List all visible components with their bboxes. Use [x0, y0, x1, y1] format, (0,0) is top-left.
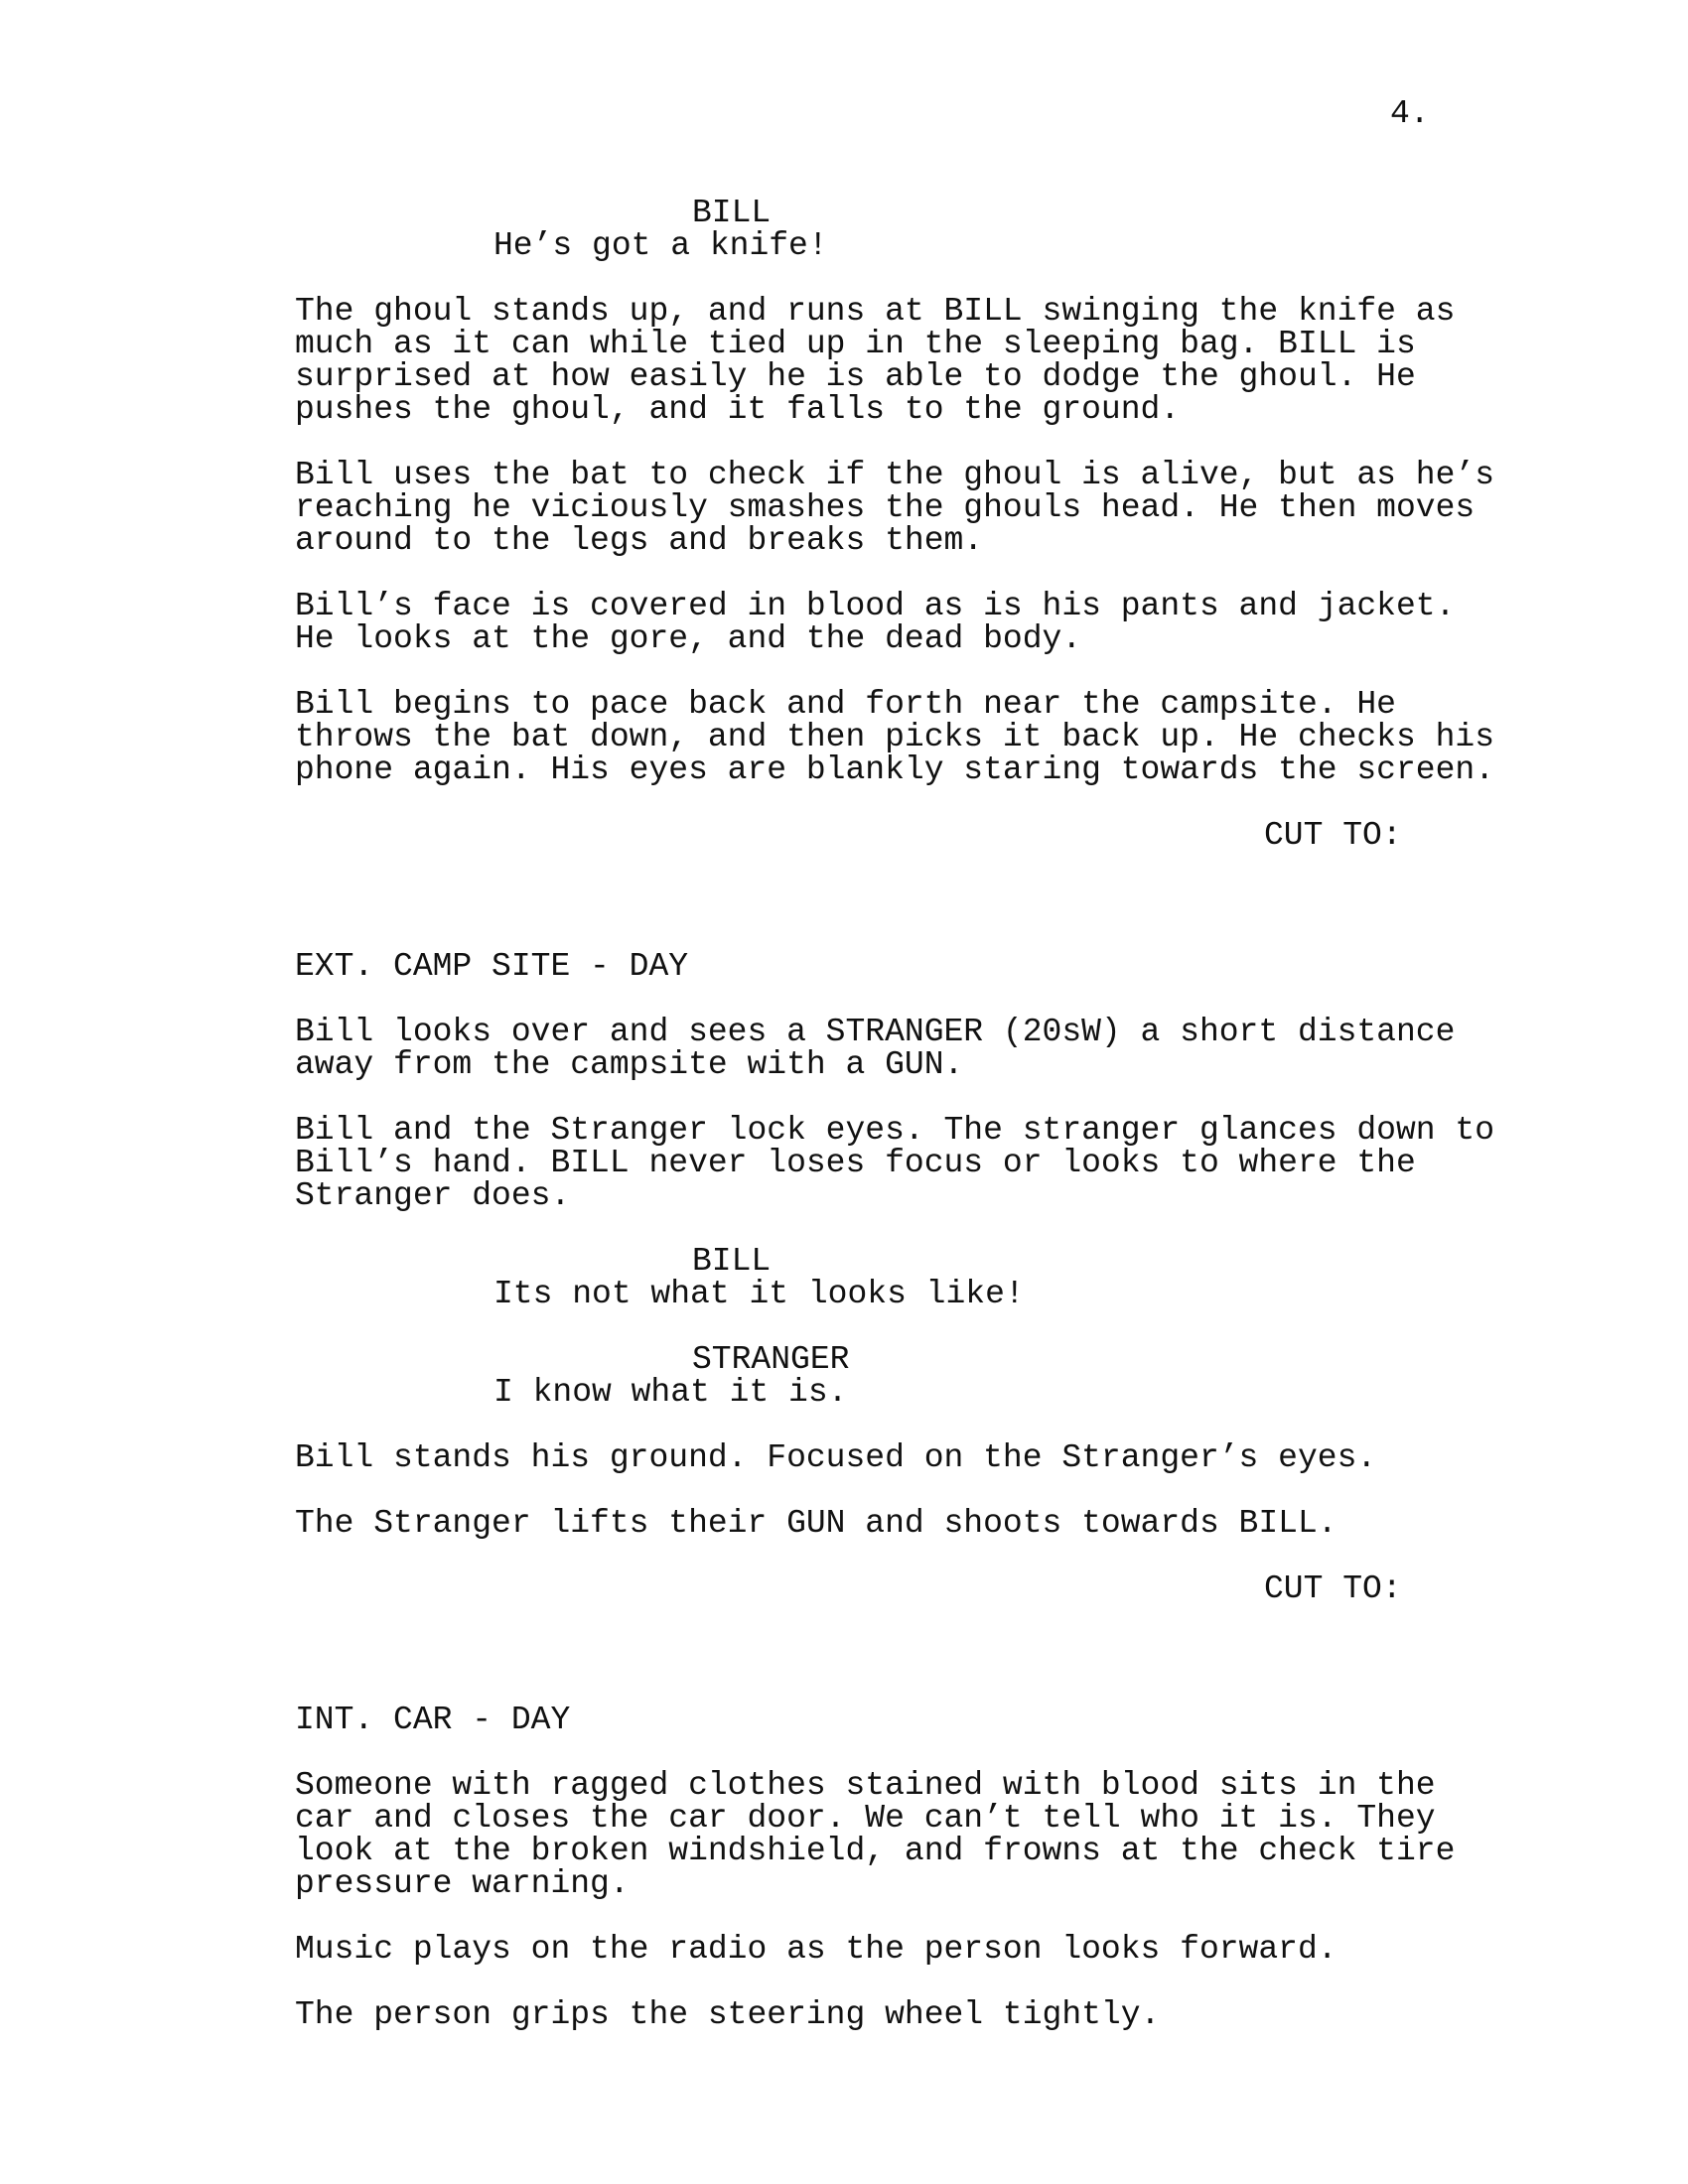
action-paragraph: Music plays on the radio as the person looks forward. — [295, 1931, 1337, 1968]
action-paragraph: The person grips the steering wheel tightly. — [295, 1996, 1161, 2033]
character-cue: STRANGER — [692, 1341, 850, 1378]
transition: CUT TO: — [1264, 1570, 1402, 1607]
action-paragraph: Bill looks over and sees a STRANGER (20sW) a short distance away from the campsite with a GUN. — [295, 1014, 1456, 1083]
dialogue-line: He’s got a knife! — [493, 227, 828, 264]
action-paragraph: Someone with ragged clothes stained with blood sits in the car and closes the car door. We can’t tell who it is. They look at the broken windshield, and frowns at the check tire pressure warning. — [295, 1767, 1456, 1902]
character-cue: BILL — [692, 1243, 772, 1280]
action-paragraph: The Stranger lifts their GUN and shoots towards BILL. — [295, 1505, 1337, 1542]
action-paragraph: Bill and the Stranger lock eyes. The stranger glances down to Bill’s hand. BILL never loses focus or looks to where the Stranger does. — [295, 1112, 1494, 1214]
scene-heading: EXT. CAMP SITE - DAY — [295, 948, 689, 985]
transition: CUT TO: — [1264, 817, 1402, 854]
action-paragraph: Bill stands his ground. Focused on the Stranger’s eyes. — [295, 1439, 1377, 1476]
character-cue: BILL — [692, 195, 772, 231]
action-paragraph: Bill’s face is covered in blood as is his pants and jacket. He looks at the gore, and the dead body. — [295, 588, 1456, 657]
action-paragraph: Bill uses the bat to check if the ghoul is alive, but as he’s reaching he viciously smashes the ghouls head. He then moves around to the legs and breaks them. — [295, 457, 1494, 559]
action-paragraph: The ghoul stands up, and runs at BILL swinging the knife as much as it can while tied up in the sleeping bag. BILL is surprised at how easily he is able to dodge the ghoul. He pushes the ghoul, and it falls to the ground. — [295, 293, 1456, 428]
scene-heading: INT. CAR - DAY — [295, 1702, 571, 1738]
dialogue-line: Its not what it looks like! — [493, 1276, 1025, 1312]
screenplay-content — [295, 197, 1516, 2064]
dialogue-line: I know what it is. — [493, 1374, 848, 1411]
action-paragraph: Bill begins to pace back and forth near the campsite. He throws the bat down, and then picks it back up. He checks his phone again. His eyes are blankly staring towards the screen. — [295, 686, 1494, 788]
page-number: 4. — [1390, 95, 1430, 132]
